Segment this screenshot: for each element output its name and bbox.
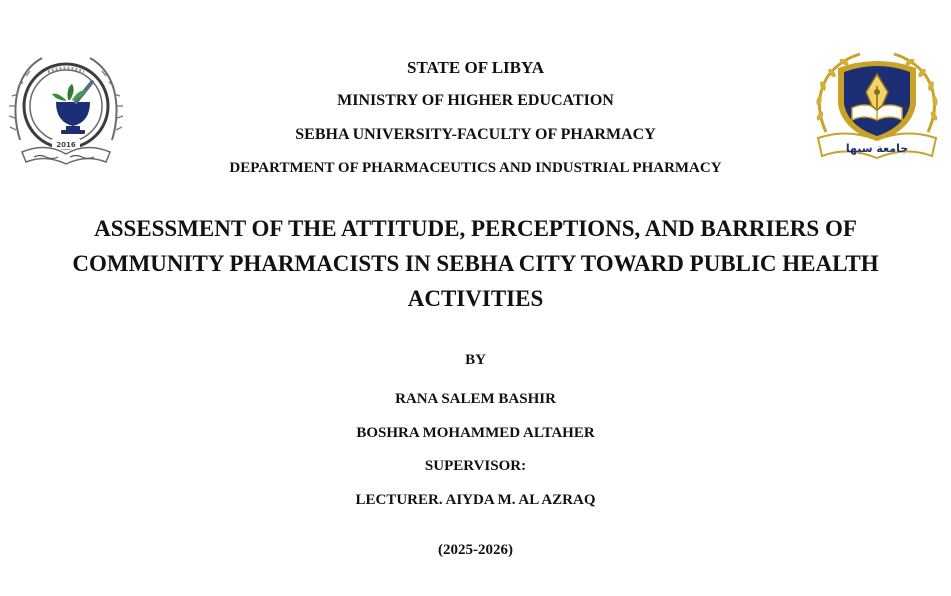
- thesis-title-line-3: ACTIVITIES: [407, 286, 544, 311]
- by-label: BY: [465, 352, 486, 368]
- thesis-title-line-2: COMMUNITY PHARMACISTS IN SEBHA CITY TOWARD PUBLIC HEALTH: [72, 251, 879, 276]
- svg-text:2016: 2016: [56, 141, 76, 149]
- university-script-text: جامعة سبها: [845, 142, 909, 155]
- academic-year: (2025-2026): [438, 542, 513, 558]
- thesis-title-line-1: ASSESSMENT OF THE ATTITUDE, PERCEPTIONS, AND BARRIERS OF: [94, 216, 857, 241]
- country-heading: STATE OF LIBYA: [407, 58, 544, 77]
- thesis-title: [20, 211, 931, 316]
- author-name: BOSHRA MOHAMMED ALTAHER: [356, 425, 595, 441]
- department-heading: DEPARTMENT OF PHARMACEUTICS AND INDUSTRIAL PHARMACY: [229, 160, 722, 176]
- author-name: RANA SALEM BASHIR: [395, 391, 556, 407]
- ministry-heading: MINISTRY OF HIGHER EDUCATION: [337, 92, 614, 109]
- supervisor-label: SUPERVISOR:: [424, 458, 527, 474]
- supervisor-name: LECTURER. AIYDA M. AL AZRAQ: [355, 492, 596, 508]
- university-heading: SEBHA UNIVERSITY-FACULTY OF PHARMACY: [295, 126, 656, 143]
